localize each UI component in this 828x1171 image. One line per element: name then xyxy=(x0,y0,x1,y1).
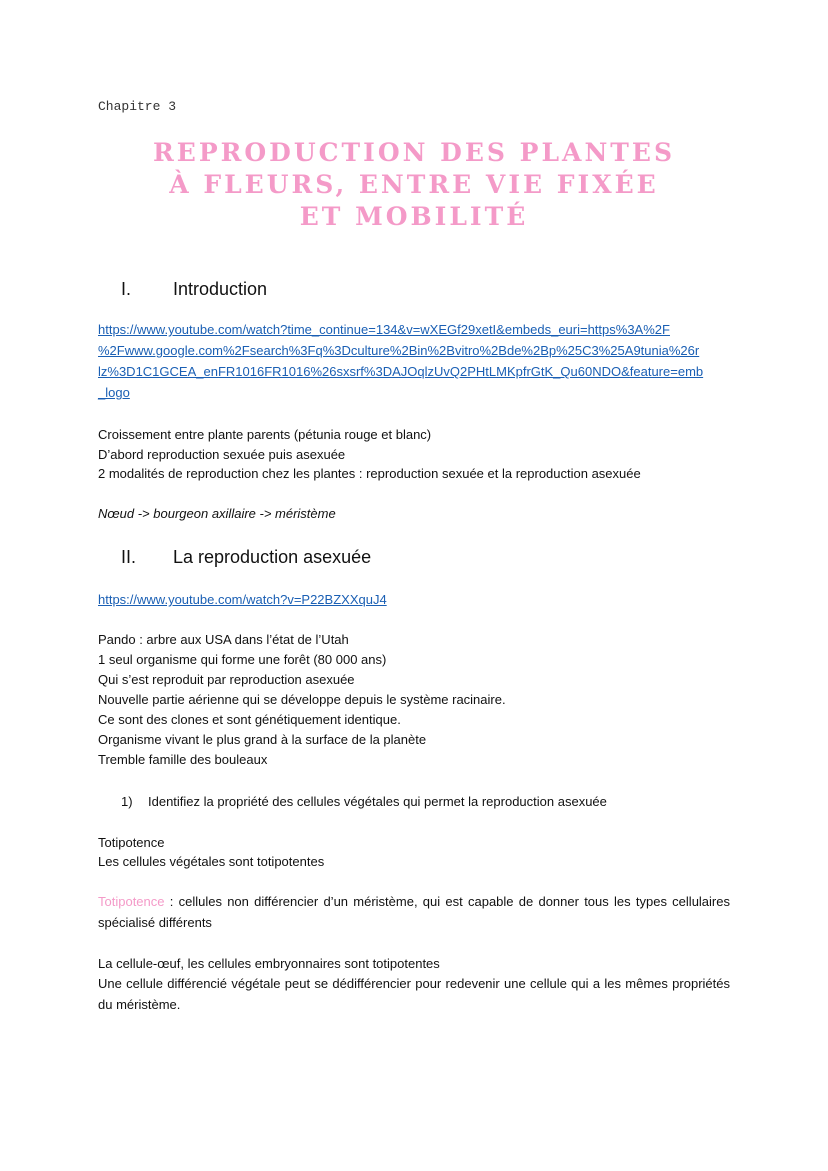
definition-term: Totipotence xyxy=(98,894,165,909)
pando-line: Tremble famille des bouleaux xyxy=(98,752,268,767)
final-line: La cellule-œuf, les cellules embryonnaires sont totipotentes xyxy=(98,956,440,971)
chapter-label: Chapitre 3 xyxy=(98,99,177,114)
answer-line: Totipotence xyxy=(98,835,165,850)
pando-line: Pando : arbre aux USA dans l’état de l’Utah xyxy=(98,632,349,647)
definition-text: : cellules non différencier d’un méristème, qui est capable de donner tous les types cellulaires spécialisé différents xyxy=(98,894,730,930)
section-1-heading: Introduction xyxy=(173,279,268,299)
section-2-heading: La reproduction asexuée xyxy=(173,547,372,567)
section-1-number: I. xyxy=(121,279,132,299)
title-line-3: ET MOBILITÉ xyxy=(299,202,529,231)
question-number: 1) xyxy=(121,794,133,809)
video-link-1-line-3[interactable]: lz%3D1C1GCEA_enFR1016FR1016%26sxsrf%3DAJOqlzUvQ2PHtLMKpfrGtK_Qu60NDO&feature=emb xyxy=(98,364,704,379)
pando-line: Ce sont des clones et sont génétiquement identique. xyxy=(98,712,401,727)
section-2-number: II. xyxy=(121,547,137,567)
pando-line: Qui s’est reproduit par reproduction asexuée xyxy=(98,672,355,687)
video-link-1-line-4[interactable]: _logo xyxy=(98,385,130,400)
title-line-1: REPRODUCTION DES PLANTES xyxy=(152,138,676,167)
final-paragraph: Une cellule différencié végétale peut se dédifférencier pour redevenir une cellule qui a les mêmes propriétés du méristème. xyxy=(98,976,730,1012)
answer-line: Les cellules végétales sont totipotentes xyxy=(98,854,325,869)
title-line-2: À FLEURS, ENTRE VIE FIXÉE xyxy=(169,170,659,199)
question-text: Identifiez la propriété des cellules végétales qui permet la reproduction asexuée xyxy=(148,794,607,809)
pando-line: 1 seul organisme qui forme une forêt (80 000 ans) xyxy=(98,652,387,667)
pando-line: Organisme vivant le plus grand à la surface de la planète xyxy=(98,732,427,747)
intro-line: D’abord reproduction sexuée puis asexuée xyxy=(98,447,346,462)
video-link-1-line-2[interactable]: %2Fwww.google.com%2Fsearch%3Fq%3Dculture%2Bin%2Bvitro%2Bde%2Bp%25C3%25A9tunia%26r xyxy=(98,343,700,358)
intro-line: Croissement entre plante parents (pétunia rouge et blanc) xyxy=(98,427,432,442)
video-link-2[interactable]: https://www.youtube.com/watch?v=P22BZXXquJ4 xyxy=(98,592,387,607)
intro-line: 2 modalités de reproduction chez les plantes : reproduction sexuée et la reproduction asexuée xyxy=(98,466,641,481)
definition-paragraph xyxy=(98,892,730,933)
intro-italic-note: Nœud -> bourgeon axillaire -> méristème xyxy=(98,506,336,521)
pando-line: Nouvelle partie aérienne qui se développe depuis le système racinaire. xyxy=(98,692,506,707)
video-link-1-line-1[interactable]: https://www.youtube.com/watch?time_continue=134&v=wXEGf29xetI&embeds_euri=https%3A%2F xyxy=(98,322,670,337)
